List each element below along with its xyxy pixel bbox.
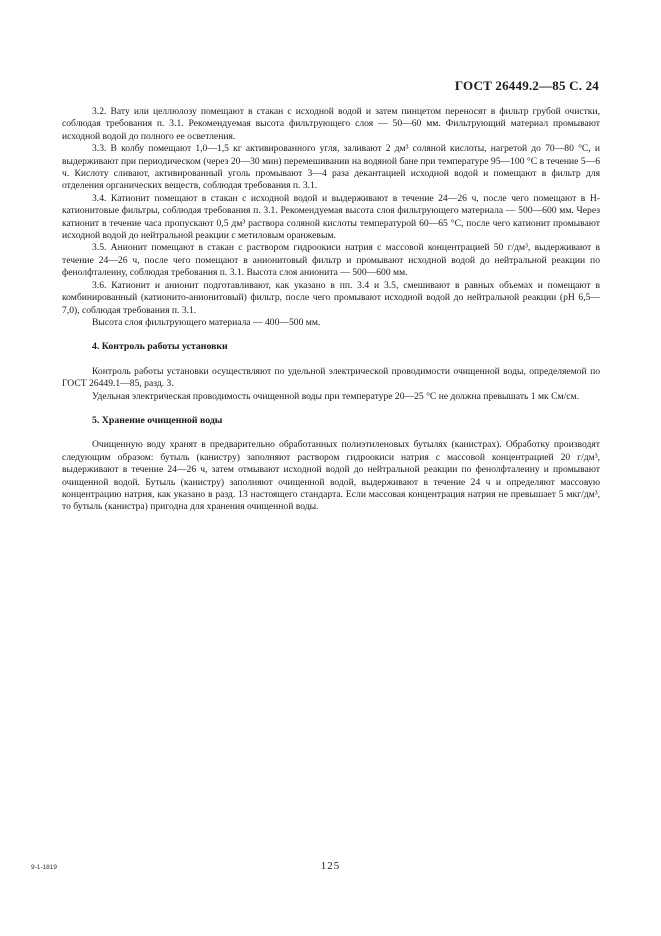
section-5-paragraph-1: Очищенную воду хранят в предварительно обработанных полиэтиленовых бутылях (канистрах). Обработку производят следующим образом: бутыль (канистру) заполняют раствором гидроокиси натрия с массовой концентрацией 20 г/дм³, выдерживают в течение 24—26 ч, затем отмывают исходной водой до нейтральной реакции по фенолфталеину и промывают очищенной водой. Бутыль (канистру) заполняют очищенной водой, выдерживают в течение 24 ч и определяют массовую концентрацию натрия, как указано в разд. 13 настоящего стандарта. Если массовая концентрация натрия не превышает 5 мкг/дм³, то бутыль (канистра) пригодна для хранения очищенной воды.	[62, 439, 600, 513]
paragraph-3-2: 3.2. Вату или целлюлозу помещают в стакан с исходной водой и затем пинцетом переносят в фильтр грубой очистки, соблюдая требования п. 3.1. Рекомендуемая высота фильтрующего слоя — 50—60 мм. Фильтрующий материал промывают исходной водой до полного ее осветления.	[62, 106, 600, 142]
section-4-paragraph-1: Контроль работы установки осуществляют по удельной электрической проводимости очищенной воды, определяемой по ГОСТ 26449.1—85, разд. 3.	[62, 365, 600, 390]
paragraph-3-6: 3.6. Катионит и анионит подготавливают, как указано в пп. 3.4 и 3.5, смешивают в равных объемах и помещают в комбинированный (катионито-анионитовый) фильтр, после чего промывают исходной водой до нейтральной реакции (рН 6,5—7,0), соблюдая требования п. 3.1.	[62, 279, 600, 316]
document-body	[62, 106, 600, 514]
print-code: 9-1-1819	[31, 864, 58, 871]
paragraph-3-4: 3.4. Катионит помещают в стакан с исходной водой и выдерживают в течение 24—26 ч, после чего помещают в H-катионитовые фильтры, соблюдая требования п. 3.1. Рекомендуемая высота слоя фильтрующего материала — 500—600 мм. Через катионит в течение часа пропускают 0,5 дм³ раствора соляной кислоты температурой 60—65 °С, после чего катионит промывают исходной водой до нейтральной реакции с метиловым оранжевым.	[62, 192, 600, 242]
page-number: 125	[320, 860, 341, 872]
section-4-paragraph-2: Удельная электрическая проводимость очищенной воды при температуре 20—25 °С не должна превышать 1 мк См/см.	[92, 390, 579, 402]
page-header-title: ГОСТ 26449.2—85 С. 24	[454, 78, 599, 93]
paragraph-3-3: 3.3. В колбу помещают 1,0—1,5 кг активированного угля, заливают 2 дм³ соляной кислоты, нагретой до 70—80 °С, и выдерживают при периодическом (через 20—30 мин) перемешивании на водяной бане при температуре 95—100 °С в течение 5—6 ч. Кислоту сливают, активированный уголь промывают 3—4 раза декантацией исходной водой и помещают в фильтр для отделения органических веществ, соблюдая требования п. 3.1.	[62, 143, 600, 192]
paragraph-3-5: 3.5. Анионит помещают в стакан с раствором гидроокиси натрия с массовой концентрацией 50 г/дм³, выдерживают в течение 24—26 ч, после чего помещают в анионитовый фильтр и промывают исходной водой до нейтральной реакции по фенолфталеину, соблюдая требования п. 3.1. Высота слоя анионита — 500—600 мм.	[62, 242, 600, 279]
section-5-heading: 5. Хранение очищенной воды	[92, 414, 223, 426]
section-4-heading: 4. Контроль работы установки	[92, 341, 228, 353]
paragraph-filter-height: Высота слоя фильтрующего материала — 400—500 мм.	[92, 316, 321, 328]
